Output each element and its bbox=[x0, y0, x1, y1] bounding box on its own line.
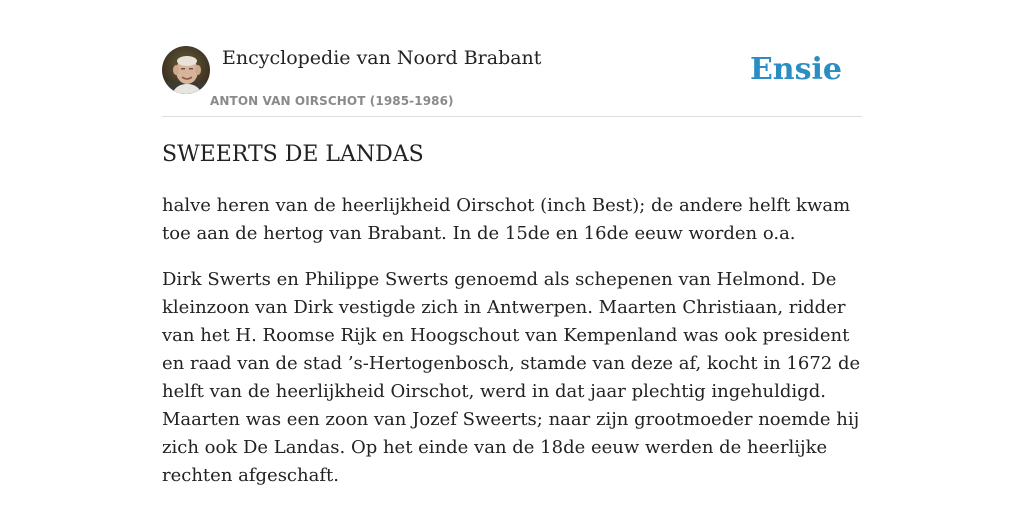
author-avatar[interactable] bbox=[162, 46, 210, 94]
entry-title: SWEERTS DE LANDAS bbox=[162, 142, 424, 167]
ensie-logo-link[interactable]: Ensie bbox=[749, 52, 842, 87]
entry-paragraph: halve heren van de heerlijkheid Oirschot (inch Best); de andere helft kwam toe aan de hertog van Brabant. In de 15de en 16de eeuw worden o.a. bbox=[162, 195, 851, 244]
source-title-link[interactable]: Encyclopedie van Noord Brabant bbox=[222, 47, 542, 69]
entry-body bbox=[162, 192, 862, 508]
entry-paragraph: Dirk Swerts en Philippe Swerts genoemd als schepenen van Helmond. De kleinzoon van Dirk vestigde zich in Antwerpen. Maarten Christiaan, ridder van het H. Roomse Rijk en Hoogschout van Kempenland was ook president en raad van de stad ’s-Hertogenbosch, stamde van deze af, kocht in 1672 de helft van de heerlijkheid Oirschot, werd in dat jaar plechtig ingehuldigd. Maarten was een zoon van Jozef Sweerts; naar zijn grootmoeder noemde hij zich ook De Landas. Op het einde van de 18de eeuw werden de heerlijke rechten afgeschaft. bbox=[162, 269, 861, 486]
header bbox=[162, 46, 862, 117]
author-label[interactable]: ANTON VAN OIRSCHOT (1985-1986) bbox=[210, 94, 454, 108]
